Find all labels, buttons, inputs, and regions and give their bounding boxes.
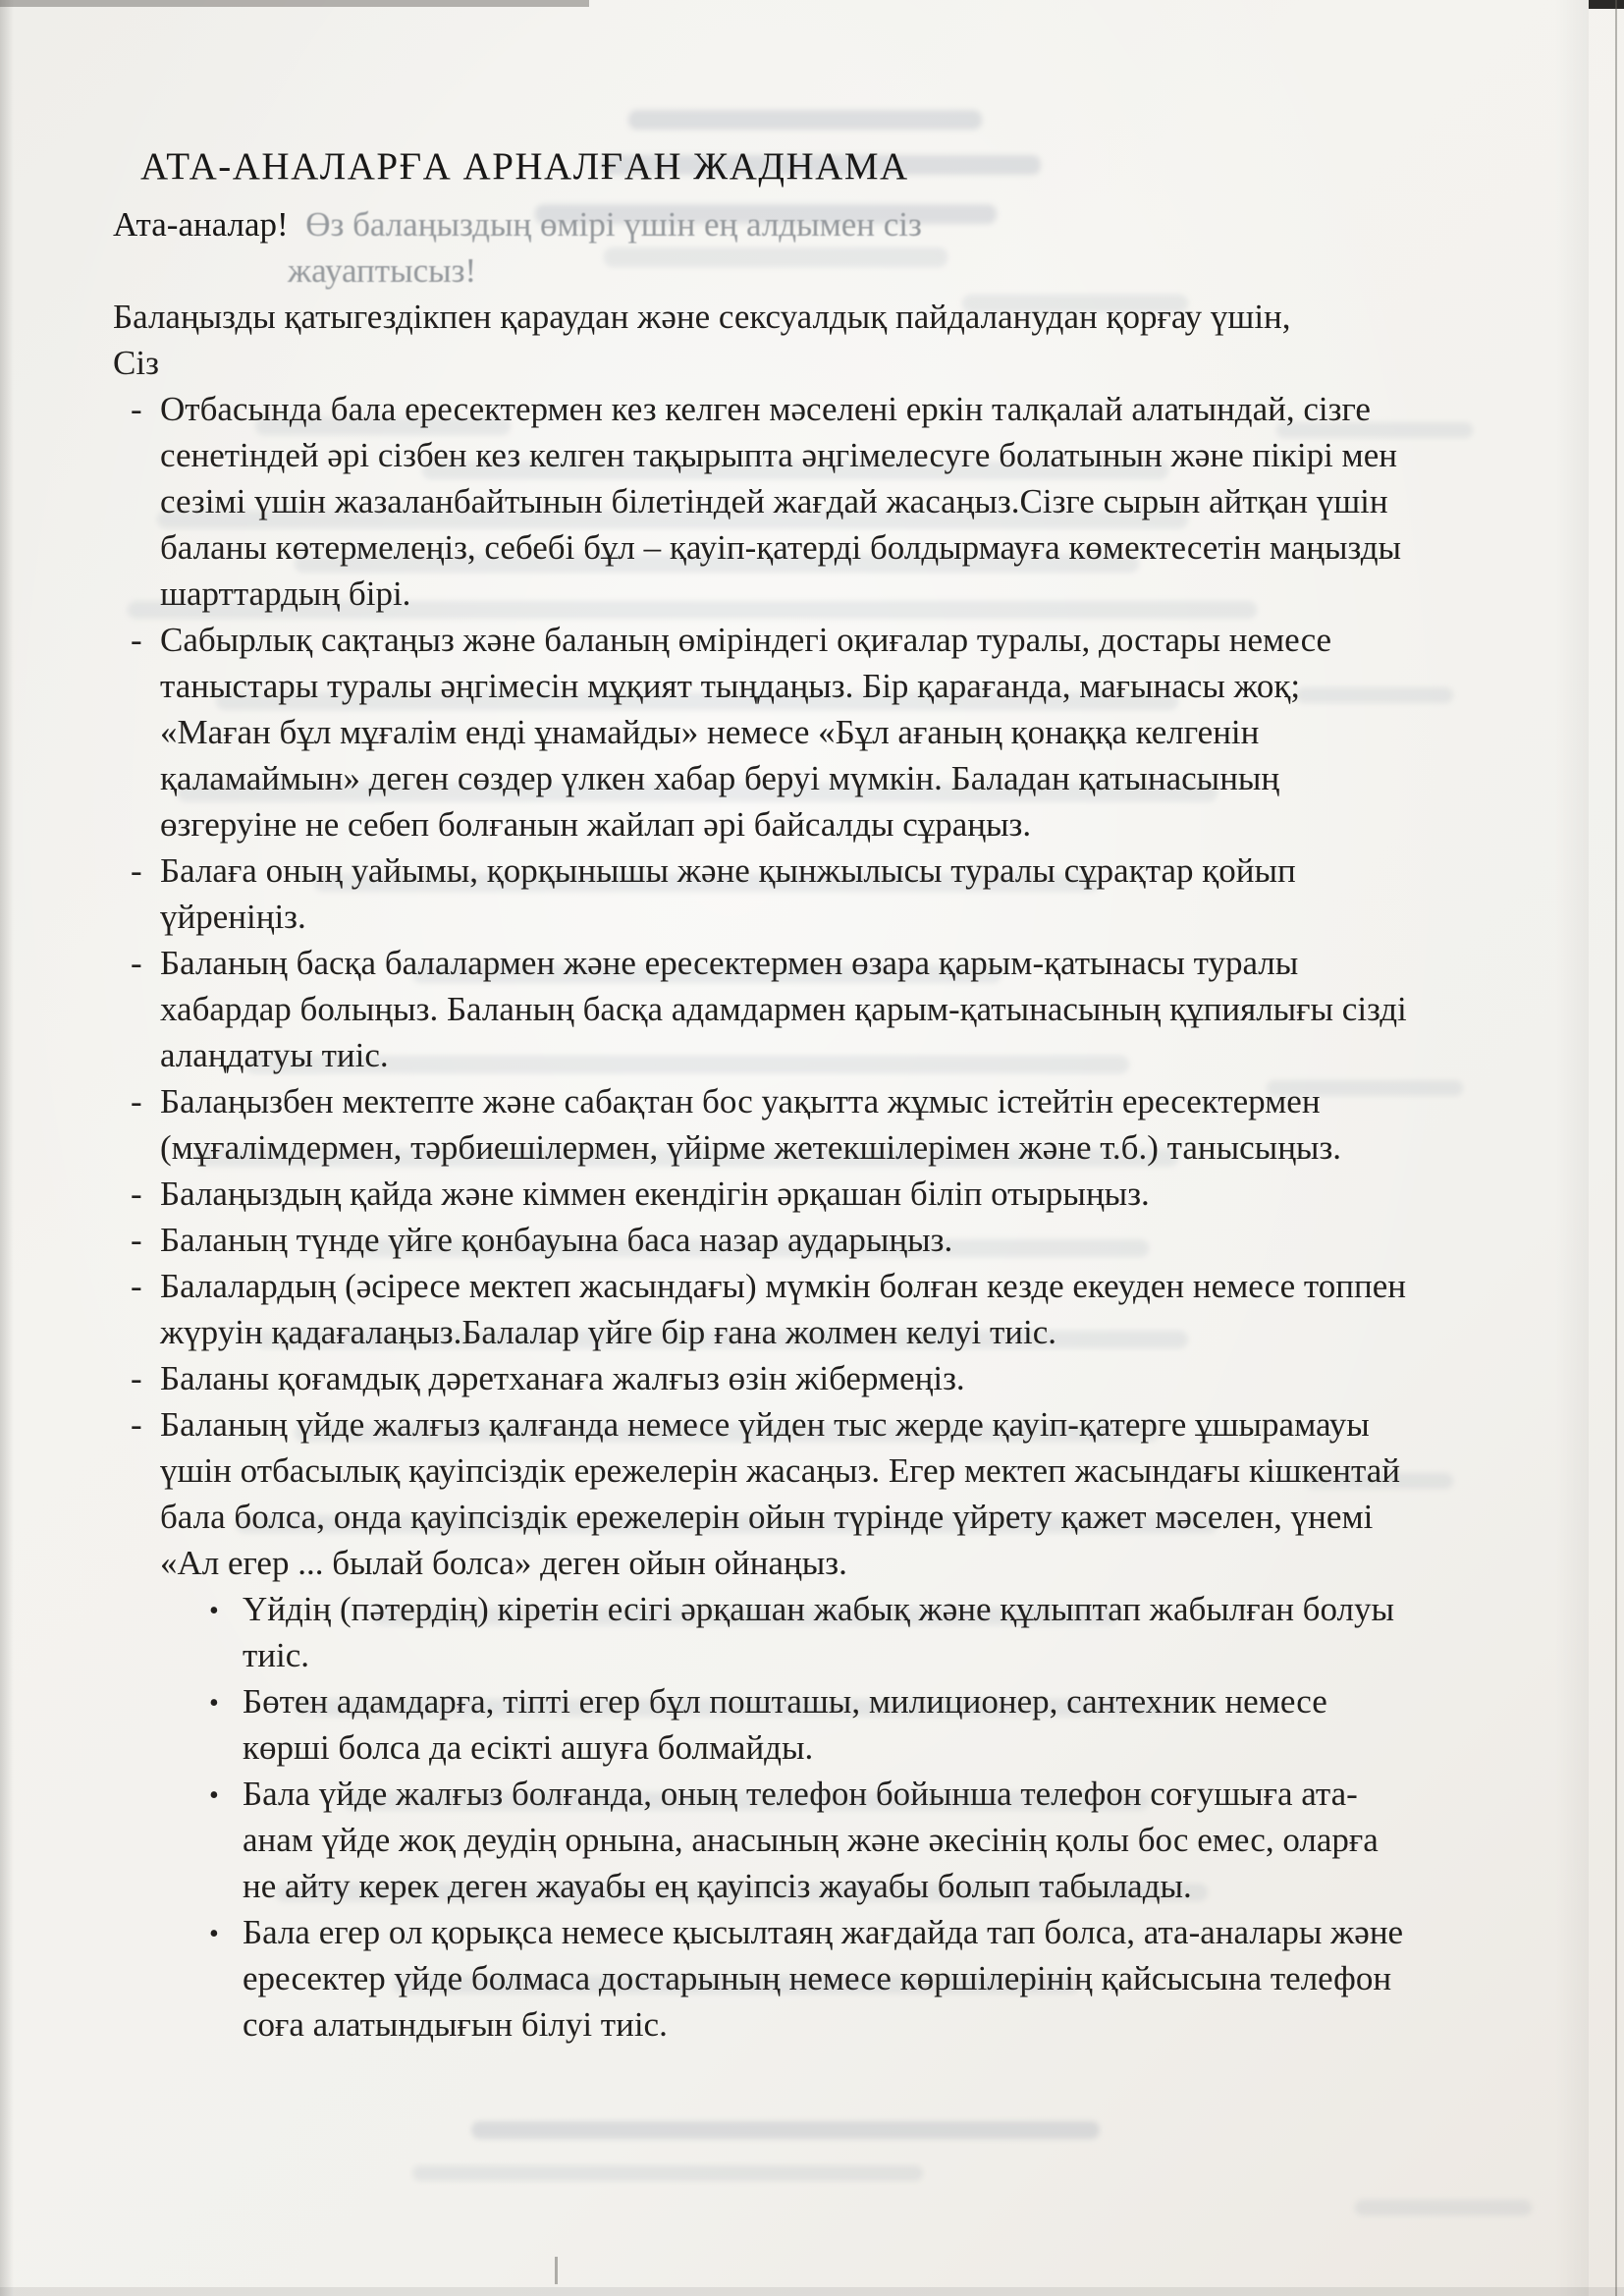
dash-marker: - xyxy=(131,851,142,890)
list-item-text: Сабырлық сақтаңыз және баланың өміріндегі оқиғалар туралы, достары немесе таныстары туралы әңгімесін мұқият тыңдаңыз. Бір қарағанда, мағынасы жоқ; «Маған бұл мұғалім енді ұнамайды» немесе «Бұл ағаның қонаққа келгенін қаламаймын» деген сөздер үлкен хабар беруі мүмкін. Баладан қатынасының өзгеруіне не себеп болғанын жайлап әрі байсалды сұраңыз. xyxy=(160,621,1332,844)
tagline-line1: Өз балаңыздың өмірі үшін ең алдымен сіз xyxy=(305,205,922,244)
list-item-text: Баланың үйде жалғыз қалғанда немесе үйден тыс жерде қауіп-қатерге ұшырамауы үшін отбасылық қауіпсіздік ережелерін жасаңыз. Егер мектеп жасындағы кішкентай бала болса, онда қауіпсіздік ережелерін ойын түрінде үйрету қажет мәселен, үнемі «Ал егер ... былай болса» деген ойын ойнаңыз. xyxy=(160,1405,1401,1582)
list-item xyxy=(113,1678,1496,1771)
dash-marker: - xyxy=(131,1405,142,1444)
list-item xyxy=(113,1171,1496,1217)
list-item xyxy=(113,1586,1496,1678)
list-item-text: Балаңыздың қайда және кіммен екендігін әрқашан біліп отырыңыз. xyxy=(160,1175,1150,1213)
list-item xyxy=(113,1217,1496,1263)
list-item xyxy=(113,847,1496,940)
dash-marker: - xyxy=(131,621,142,659)
bullet-list xyxy=(113,1586,1496,2048)
tagline-row xyxy=(113,201,1496,247)
list-item-text: Баланың басқа балалармен және ересектермен өзара қарым-қатынасы туралы хабардар болыңыз. Баланың басқа адамдармен қарым-қатынасының құпиялығы сізді алаңдатуы тиіс. xyxy=(160,944,1407,1074)
dash-marker: - xyxy=(131,1267,142,1305)
list-item xyxy=(113,1771,1496,1909)
list-item-text: Бөтен адамдарға, тіпті егер бұл пошташы, милиционер, сантехник немесе көрші болса да есікті ашуға болмайды. xyxy=(243,1682,1327,1767)
salutation-text: Ата-аналар! xyxy=(113,205,289,244)
dash-marker: - xyxy=(131,1082,142,1121)
list-item-text: Балаға оның уайымы, қорқынышы және қынжылысы туралы сұрақтар қойып үйреніңіз. xyxy=(160,851,1296,936)
list-item xyxy=(113,617,1496,847)
dash-marker: - xyxy=(131,1175,142,1213)
bleedthrough-artifact xyxy=(412,2165,923,2181)
dash-marker: - xyxy=(131,944,142,982)
list-item xyxy=(113,1263,1496,1355)
list-item xyxy=(113,386,1496,617)
page-title: АТА-АНАЛАРҒА АРНАЛҒАН ЖАДНАМА xyxy=(140,145,909,188)
list-item xyxy=(113,940,1496,1078)
dash-marker: - xyxy=(131,1221,142,1259)
bullet-marker: • xyxy=(209,1919,219,1949)
scan-edge-artifact xyxy=(0,2287,1624,2296)
intro-line2: Сіз xyxy=(113,344,159,382)
list-item-text: Балаңызбен мектепте және сабақтан бос уақытта жұмыс істейтін ересектермен (мұғалімдермен, тәрбиешілермен, үйірме жетекшілерімен және т.б.) танысыңыз. xyxy=(160,1082,1342,1167)
bleedthrough-artifact xyxy=(471,2121,1100,2139)
list-item xyxy=(113,1909,1496,2048)
bleedthrough-artifact xyxy=(1355,2200,1532,2215)
dash-marker: - xyxy=(131,1359,142,1397)
list-item-text: Балалардың (әсіресе мектеп жасындағы) мүмкін болған кезде екеуден немесе топпен жүруін қадағалаңыз.Балалар үйге бір ғана жолмен келуі тиіс. xyxy=(160,1267,1406,1351)
list-item xyxy=(113,1078,1496,1171)
list-item-text: Үйдің (пәтердің) кіретін есігі әрқашан жабық және құлыптап жабылған болуы тиіс. xyxy=(243,1590,1394,1674)
list-item xyxy=(113,1401,1496,1586)
list-item xyxy=(113,1355,1496,1401)
list-item-text: Бала егер ол қорықса немесе қысылтаяң жағдайда тап болса, ата-аналары және ересектер үйде болмаса достарының немесе көршілерінің қайсысына телефон соға алатындығын білуі тиіс. xyxy=(243,1913,1404,2044)
intro-line1: Балаңызды қатыгездікпен қараудан және сексуалдық пайдаланудан қорғау үшін, xyxy=(113,298,1291,336)
scan-edge-artifact xyxy=(555,2257,558,2284)
list-item-text: Баланы қоғамдық дәретханаға жалғыз өзін жібермеңіз. xyxy=(160,1359,965,1397)
bullet-marker: • xyxy=(209,1688,219,1719)
bullet-marker: • xyxy=(209,1596,219,1626)
dash-list xyxy=(113,386,1496,1586)
dash-marker: - xyxy=(131,390,142,428)
list-item-text: Баланың түнде үйге қонбауына баса назар аударыңыз. xyxy=(160,1221,953,1259)
tagline-line2: жауаптысыз! xyxy=(288,251,477,290)
list-item-text: Отбасында бала ересектермен кез келген мәселені еркін талқалай алатындай, сізге сенетіндей әрі сізбен кез келген тақырыпта әңгімелесуге болатынын және пікірі мен сезімі үшін жазаланбайтынын білетіндей жағдай жасаңыз.Сізге сырын айтқан үшін баланы көтермелеңіз, себебі бұл – қауіп-қатерді болдырмауға көмектесетін маңызды шарттардың бірі. xyxy=(160,390,1402,613)
list-item-text: Бала үйде жалғыз болғанда, оның телефон бойынша телефон соғушыға ата-анам үйде жоқ деудің орнына, анасының және әкесінің қолы бос емес, оларға не айту керек деген жауабы ең қауіпсіз жауабы болып табылады. xyxy=(243,1775,1379,1905)
bullet-marker: • xyxy=(209,1780,219,1811)
